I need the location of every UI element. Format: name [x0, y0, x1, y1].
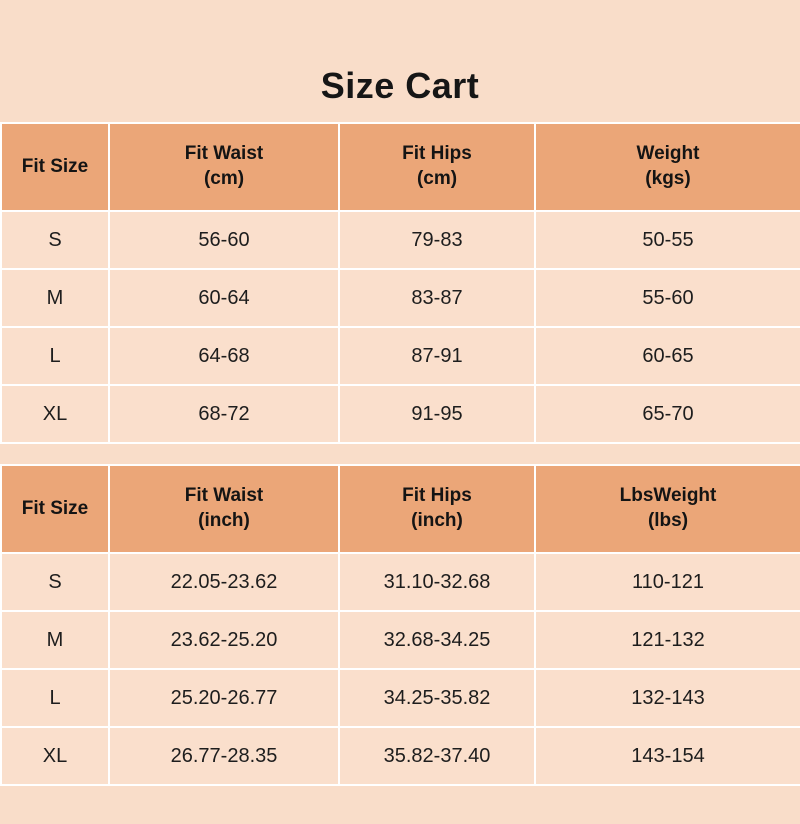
header-line-1: Fit Hips: [402, 485, 472, 507]
cell-waist: 26.77-28.35: [109, 727, 339, 785]
cell-size: S: [1, 211, 109, 269]
header-line-1: Fit Waist: [184, 143, 264, 165]
table-header-row: [1, 123, 800, 211]
header-line-1: Weight: [636, 143, 700, 165]
cell-waist: 23.62-25.20: [109, 611, 339, 669]
metric-size-chart: [0, 122, 800, 444]
table-row: [1, 669, 800, 727]
table-row: [1, 269, 800, 327]
cell-weight: 65-70: [535, 385, 800, 443]
cell-waist: 22.05-23.62: [109, 553, 339, 611]
header-line-2: (lbs): [647, 510, 689, 531]
cell-weight: 55-60: [535, 269, 800, 327]
table-row: [1, 327, 800, 385]
header-line-1: Fit Waist: [184, 485, 264, 507]
imperial-chart-body: [1, 553, 800, 785]
column-header-fit-size: [1, 123, 109, 211]
column-header-lbs-weight: [535, 465, 800, 553]
table-row: [1, 385, 800, 443]
column-header-fit-waist: [109, 465, 339, 553]
column-header-fit-hips: [339, 123, 535, 211]
cell-hips: 31.10-32.68: [339, 553, 535, 611]
header-line-1: Fit Size: [21, 155, 89, 177]
cell-weight: 60-65: [535, 327, 800, 385]
table-header-row: [1, 465, 800, 553]
bottom-spacer: [0, 786, 800, 824]
header-line-2: (inch): [198, 510, 250, 531]
column-header-fit-hips: [339, 465, 535, 553]
header-line-2: (kgs): [645, 168, 691, 189]
header-line-1: Fit Hips: [402, 143, 472, 165]
cell-waist: 64-68: [109, 327, 339, 385]
cell-hips: 35.82-37.40: [339, 727, 535, 785]
header-line-2: (cm): [203, 168, 245, 189]
metric-chart-header: [1, 123, 800, 211]
cell-weight: 132-143: [535, 669, 800, 727]
imperial-chart-header: [1, 465, 800, 553]
header-line-2: (inch): [411, 510, 463, 531]
cell-hips: 32.68-34.25: [339, 611, 535, 669]
cell-hips: 87-91: [339, 327, 535, 385]
table-divider: [0, 444, 800, 464]
page-title: Size Cart: [320, 65, 480, 106]
cell-weight: 121-132: [535, 611, 800, 669]
cell-weight: 50-55: [535, 211, 800, 269]
table-row: [1, 553, 800, 611]
cell-size: L: [1, 327, 109, 385]
column-header-fit-size: [1, 465, 109, 553]
cell-weight: 143-154: [535, 727, 800, 785]
cell-size: XL: [1, 385, 109, 443]
header-line-1: LbsWeight: [619, 485, 717, 507]
header-line-2: (cm): [416, 168, 458, 189]
cell-weight: 110-121: [535, 553, 800, 611]
header-line-1: Fit Size: [21, 497, 89, 519]
table-row: [1, 611, 800, 669]
metric-size-chart-block: [0, 122, 800, 444]
cell-waist: 56-60: [109, 211, 339, 269]
cell-waist: 60-64: [109, 269, 339, 327]
imperial-size-chart-block: [0, 464, 800, 786]
cell-size: M: [1, 611, 109, 669]
cell-waist: 68-72: [109, 385, 339, 443]
table-row: [1, 727, 800, 785]
cell-size: XL: [1, 727, 109, 785]
table-row: [1, 211, 800, 269]
cell-hips: 34.25-35.82: [339, 669, 535, 727]
column-header-weight: [535, 123, 800, 211]
cell-hips: 79-83: [339, 211, 535, 269]
cell-size: L: [1, 669, 109, 727]
column-header-fit-waist: [109, 123, 339, 211]
cell-size: M: [1, 269, 109, 327]
cell-hips: 83-87: [339, 269, 535, 327]
metric-chart-body: [1, 211, 800, 443]
cell-waist: 25.20-26.77: [109, 669, 339, 727]
cell-hips: 91-95: [339, 385, 535, 443]
imperial-size-chart: [0, 464, 800, 786]
cell-size: S: [1, 553, 109, 611]
